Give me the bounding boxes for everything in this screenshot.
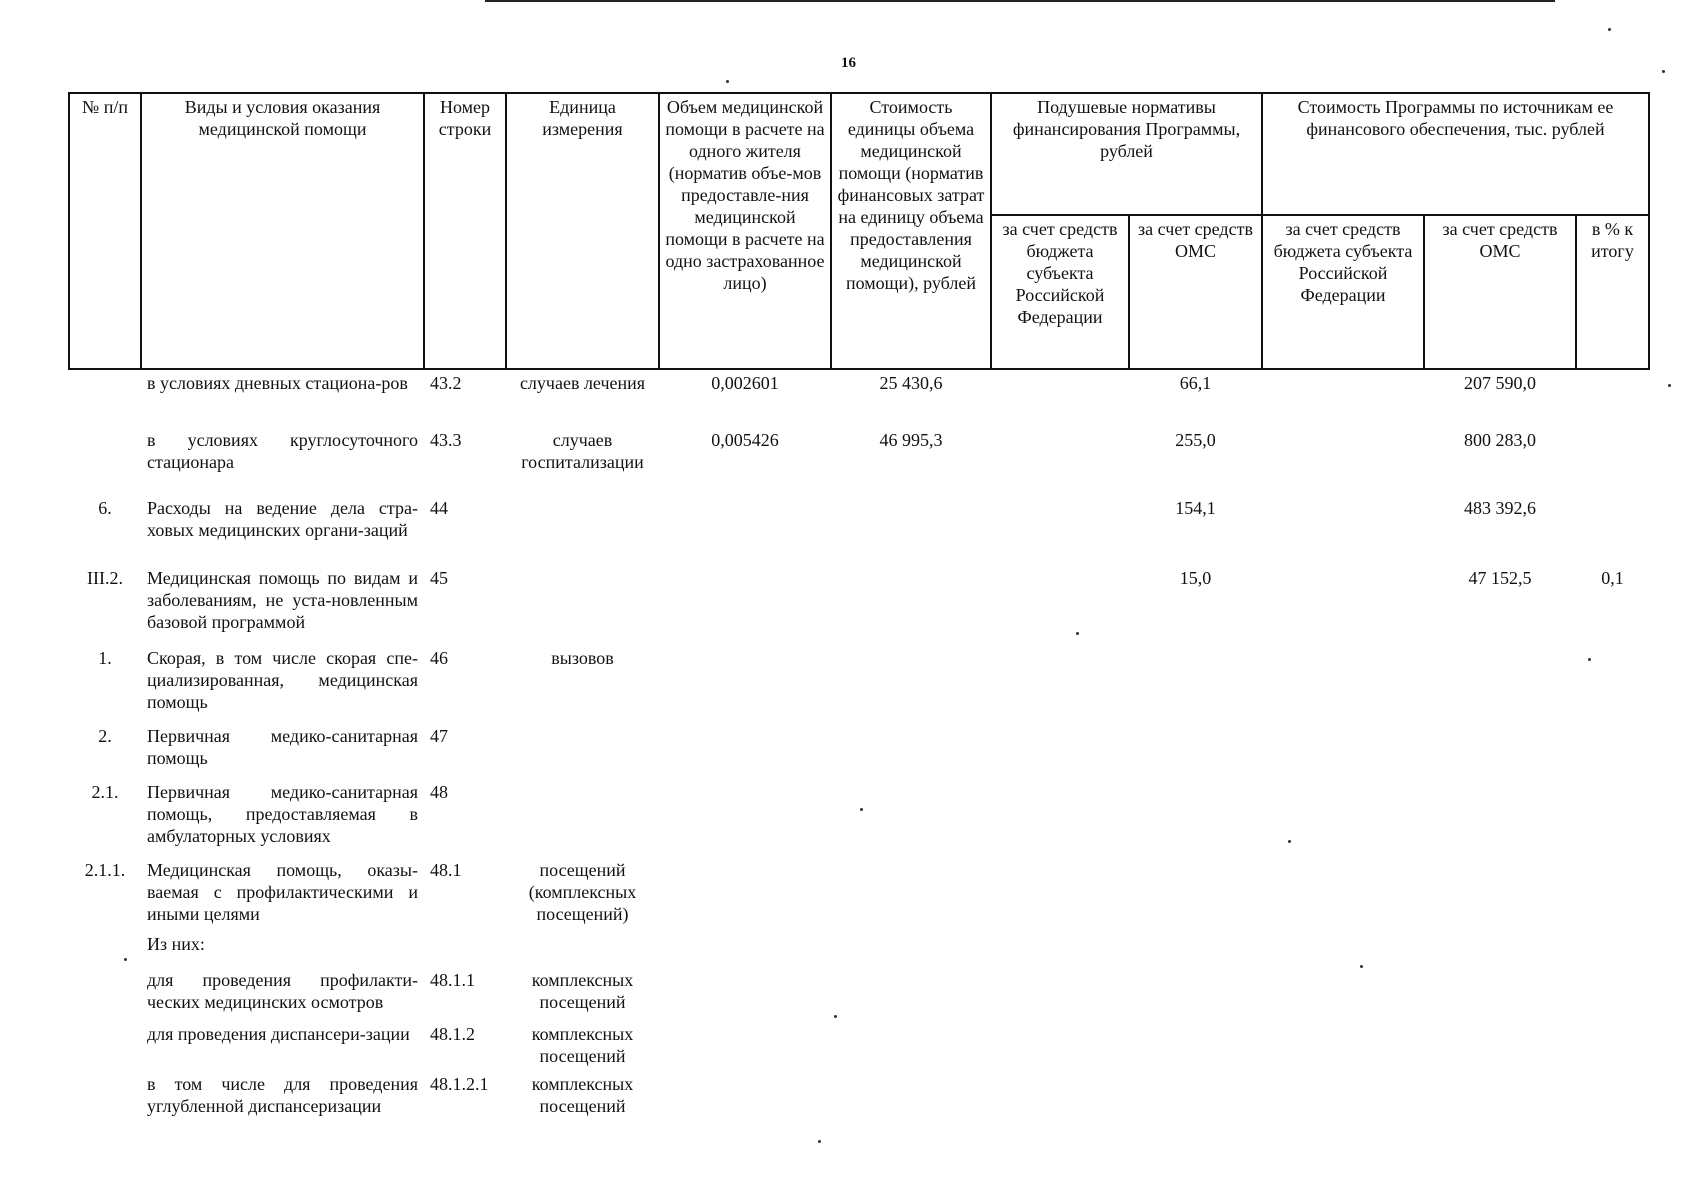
header-program-cost: Стоимость Программы по источникам ее финансового обеспечения, тыс. рублей (1262, 93, 1649, 215)
row-percapita-oms (1129, 779, 1262, 857)
row-program-oms (1424, 779, 1576, 857)
row-number: 48.1.2 (430, 1024, 475, 1044)
header-row-number: Номер строки (424, 93, 506, 369)
top-rule (485, 0, 1555, 2)
row-program-pct (1576, 1021, 1649, 1071)
row-name: Первичная медико-санитарная помощь (147, 726, 418, 768)
row-unit: комплексных посещений (531, 1074, 634, 1116)
row-number: 48.1.1 (430, 970, 475, 990)
row-program-pct (1576, 967, 1649, 1021)
row-program-pct (1576, 857, 1649, 931)
scan-speck (1668, 384, 1671, 387)
row-program-budget (1262, 645, 1424, 723)
row-number: 47 (430, 726, 448, 746)
row-program-budget (1262, 565, 1424, 645)
scan-speck (726, 80, 729, 83)
scan-speck (1608, 28, 1611, 31)
row-num: 2.1.1. (84, 860, 126, 880)
row-percapita-budget (991, 967, 1129, 1021)
row-name: Первичная медико-санитарная помощь, предоставляемая в амбулаторных условиях (147, 782, 418, 846)
scan-speck (124, 958, 127, 961)
row-number: 46 (430, 648, 448, 668)
row-percapita-budget (991, 427, 1129, 495)
row-percapita-budget (991, 1071, 1129, 1121)
row-program-budget (1262, 1071, 1424, 1121)
scan-speck (834, 1015, 837, 1018)
row-volume (659, 565, 831, 645)
table-row (69, 427, 1649, 495)
row-percapita-budget (991, 645, 1129, 723)
row-volume (659, 967, 831, 1021)
row-program-budget (1262, 723, 1424, 779)
row-unit: посещений (комплексных посещений) (528, 860, 637, 924)
row-number (424, 931, 506, 967)
row-program-oms (1424, 967, 1576, 1021)
row-program-budget (1262, 369, 1424, 427)
row-program-budget (1262, 967, 1424, 1021)
row-percapita-oms (1129, 931, 1262, 967)
row-program-budget (1262, 427, 1424, 495)
row-num: 2. (98, 726, 112, 746)
row-percapita-budget (991, 779, 1129, 857)
row-num: 1. (98, 648, 112, 668)
header-percapita-budget: за счет средств бюджета субъекта Российской Федерации (991, 215, 1129, 369)
header-program-pct: в % к итогу (1576, 215, 1649, 369)
table-row (69, 857, 1649, 931)
header-num: № п/п (69, 93, 141, 369)
row-percapita-budget (991, 495, 1129, 565)
row-cost (831, 1071, 991, 1121)
scan-speck (1588, 658, 1591, 661)
row-percapita-budget (991, 369, 1129, 427)
row-num (69, 369, 141, 427)
row-cost (831, 857, 991, 931)
row-volume (659, 495, 831, 565)
header-percapita: Подушевые нормативы финансирования Программы, рублей (991, 93, 1262, 215)
row-num (69, 427, 141, 495)
row-num: 2.1. (91, 782, 119, 802)
row-name: в том числе для проведения углубленной диспансеризации (147, 1074, 418, 1116)
row-percapita-oms (1129, 857, 1262, 931)
row-percapita-oms (1129, 723, 1262, 779)
row-program-oms (1424, 1021, 1576, 1071)
row-unit: случаев госпитализации (521, 430, 644, 472)
scan-speck (1076, 632, 1079, 635)
row-name: для проведения диспансери-зации (147, 1024, 410, 1044)
table-row (69, 723, 1649, 779)
row-program-budget (1262, 1021, 1424, 1071)
row-volume (659, 931, 831, 967)
row-volume (659, 1071, 831, 1121)
row-percapita-oms: 66,1 (1179, 373, 1212, 393)
row-num: 6. (98, 498, 112, 518)
scan-speck (1288, 840, 1291, 843)
row-volume (659, 779, 831, 857)
row-program-pct (1576, 779, 1649, 857)
row-percapita-budget (991, 1021, 1129, 1071)
header-unit: Единица измерения (506, 93, 659, 369)
row-name: Медицинская помощь по видам и заболеваниям, не уста-новленным базовой программой (147, 568, 418, 632)
program-cost-table (68, 92, 1650, 1121)
row-program-oms: 483 392,6 (1464, 498, 1536, 518)
row-program-oms (1424, 645, 1576, 723)
table-row (69, 931, 1649, 967)
row-unit (506, 723, 659, 779)
row-percapita-oms: 255,0 (1175, 430, 1216, 450)
table-row (69, 967, 1649, 1021)
table-body (69, 369, 1649, 1121)
scan-speck (818, 1140, 821, 1143)
row-cost: 25 430,6 (879, 373, 943, 393)
row-program-oms: 800 283,0 (1464, 430, 1536, 450)
table-row (69, 495, 1649, 565)
row-percapita-oms (1129, 645, 1262, 723)
row-number: 43.2 (430, 373, 462, 393)
row-name: Медицинская помощь, оказы-ваемая с профилактическими и иными целями (147, 860, 418, 924)
row-unit (506, 565, 659, 645)
row-program-pct (1576, 931, 1649, 967)
row-cost (831, 779, 991, 857)
header-volume: Объем медицинской помощи в расчете на одного жителя (норматив объе-мов предоставле-ния медицинской помощи в расчете на одно застрахованное лицо) (659, 93, 831, 369)
row-number: 45 (430, 568, 448, 588)
row-program-pct (1576, 495, 1649, 565)
row-number: 48.1 (430, 860, 462, 880)
row-program-oms (1424, 857, 1576, 931)
row-program-pct: 0,1 (1601, 568, 1624, 588)
row-unit: случаев лечения (519, 373, 646, 393)
row-unit (506, 495, 659, 565)
row-name: для проведения профилакти-ческих медицинских осмотров (147, 970, 418, 1012)
row-volume (659, 1021, 831, 1071)
row-name: в условиях круглосуточного стационара (147, 430, 418, 472)
row-cost (831, 967, 991, 1021)
row-program-oms (1424, 931, 1576, 967)
row-num (69, 931, 141, 967)
row-volume: 0,002601 (711, 373, 779, 393)
header-cost: Стоимость единицы объема медицинской помощи (норматив финансовых затрат на единицу объема предоставления медицинской помощи), рублей (831, 93, 991, 369)
row-program-oms (1424, 723, 1576, 779)
row-program-budget (1262, 857, 1424, 931)
row-name: Из них: (147, 934, 205, 954)
table-row (69, 645, 1649, 723)
row-percapita-oms: 15,0 (1179, 568, 1212, 588)
row-unit (506, 931, 659, 967)
header-program-budget: за счет средств бюджета субъекта Российской Федерации (1262, 215, 1424, 369)
row-percapita-oms (1129, 1071, 1262, 1121)
row-program-pct (1576, 645, 1649, 723)
row-percapita-budget (991, 723, 1129, 779)
row-cost (831, 931, 991, 967)
scan-speck (1360, 965, 1363, 968)
row-program-oms (1424, 1071, 1576, 1121)
row-volume (659, 645, 831, 723)
table-row (69, 369, 1649, 427)
row-cost (831, 565, 991, 645)
table-row (69, 779, 1649, 857)
row-number: 43.3 (430, 430, 462, 450)
table-row (69, 1021, 1649, 1071)
row-cost (831, 723, 991, 779)
row-num (69, 967, 141, 1021)
row-volume (659, 723, 831, 779)
row-unit (506, 779, 659, 857)
row-volume (659, 857, 831, 931)
row-number: 48 (430, 782, 448, 802)
row-program-budget (1262, 931, 1424, 967)
row-percapita-budget (991, 565, 1129, 645)
row-volume: 0,005426 (711, 430, 779, 450)
row-unit: комплексных посещений (531, 970, 634, 1012)
row-cost: 46 995,3 (879, 430, 943, 450)
row-program-budget (1262, 495, 1424, 565)
row-percapita-budget (991, 857, 1129, 931)
table-row (69, 1071, 1649, 1121)
header-percapita-oms: за счет средств ОМС (1129, 215, 1262, 369)
scan-speck (860, 808, 863, 811)
row-name: в условиях дневных стациона-ров (147, 373, 408, 393)
row-name: Расходы на ведение дела стра-ховых медицинских органи-заций (147, 498, 418, 540)
row-num (69, 1071, 141, 1121)
row-program-pct (1576, 427, 1649, 495)
table-row (69, 565, 1649, 645)
row-cost (831, 495, 991, 565)
row-program-oms: 207 590,0 (1464, 373, 1536, 393)
row-percapita-budget (991, 931, 1129, 967)
row-cost (831, 645, 991, 723)
row-percapita-oms (1129, 967, 1262, 1021)
row-num (69, 1021, 141, 1071)
header-program-oms: за счет средств ОМС (1424, 215, 1576, 369)
row-program-pct (1576, 723, 1649, 779)
row-unit: вызовов (551, 648, 614, 668)
row-percapita-oms: 154,1 (1175, 498, 1216, 518)
row-program-budget (1262, 779, 1424, 857)
row-program-oms: 47 152,5 (1468, 568, 1532, 588)
row-number: 44 (430, 498, 448, 518)
row-cost (831, 1021, 991, 1071)
row-unit: комплексных посещений (531, 1024, 634, 1066)
row-percapita-oms (1129, 1021, 1262, 1071)
row-name: Скорая, в том числе скорая спе-циализированная, медицинская помощь (147, 648, 418, 712)
row-number: 48.1.2.1 (430, 1074, 489, 1094)
row-num: III.2. (87, 568, 123, 588)
row-program-pct (1576, 1071, 1649, 1121)
row-program-pct (1576, 369, 1649, 427)
page-number: 16 (841, 55, 856, 71)
header-types: Виды и условия оказания медицинской помощи (141, 93, 424, 369)
scan-speck (1662, 70, 1665, 73)
